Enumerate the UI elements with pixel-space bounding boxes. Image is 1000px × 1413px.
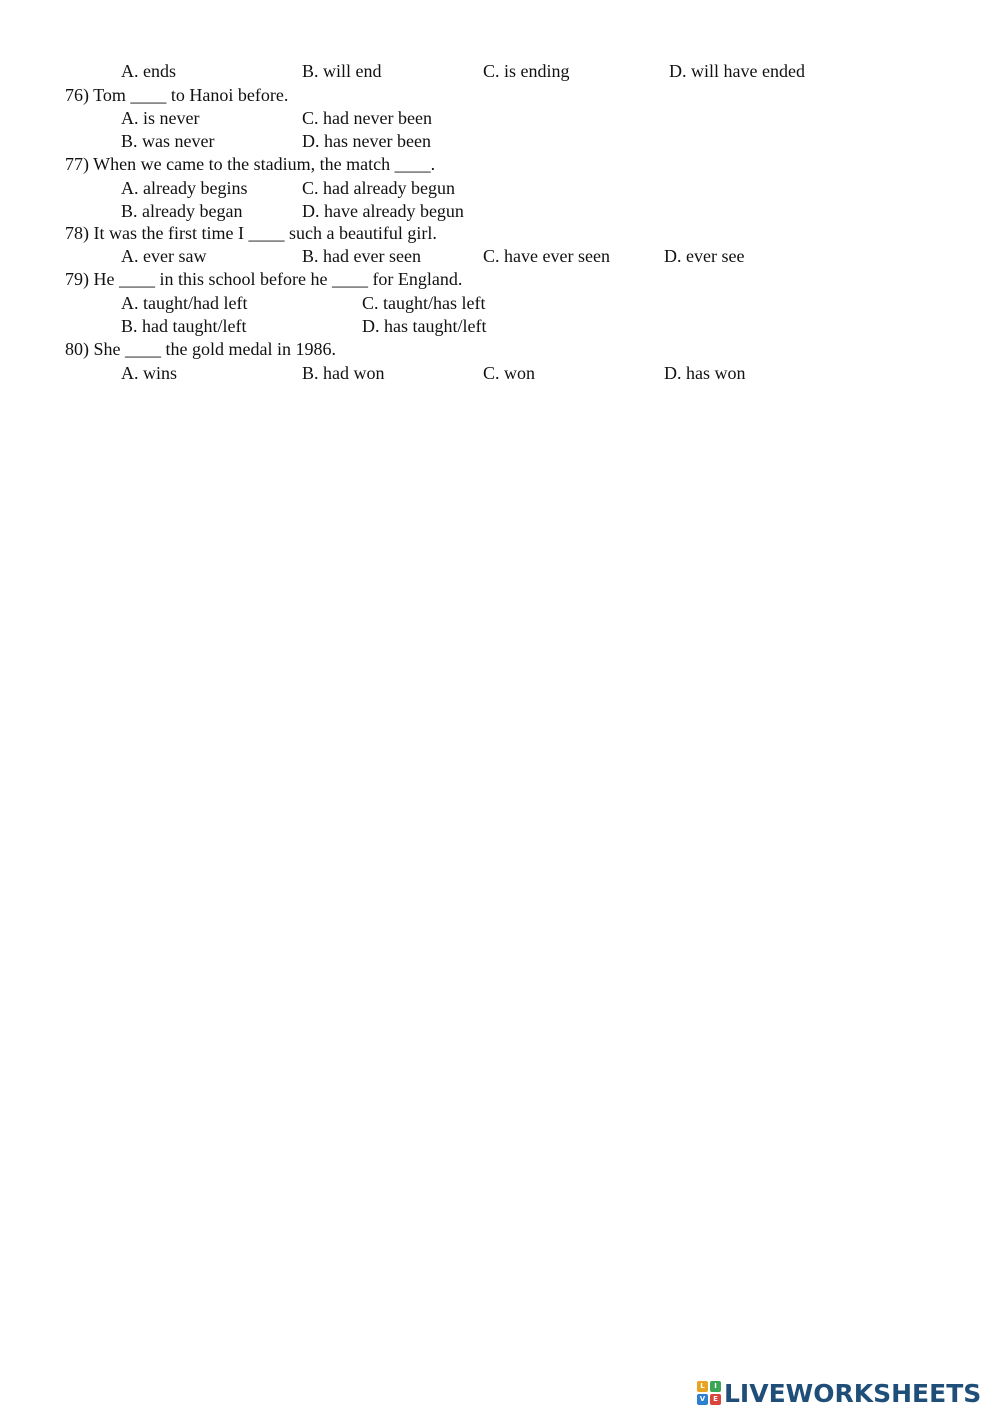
q79-option-d[interactable]: D. has taught/left (362, 316, 487, 336)
q76-stem: 76) Tom ____ to Hanoi before. (65, 85, 289, 105)
q78-option-a[interactable]: A. ever saw (121, 246, 207, 266)
q79-option-a[interactable]: A. taught/had left (121, 293, 248, 313)
q78-stem: 78) It was the first time I ____ such a beautiful girl. (65, 223, 437, 243)
q79-option-b[interactable]: B. had taught/left (121, 316, 247, 336)
q77-option-d[interactable]: D. have already begun (302, 201, 464, 221)
q80-stem-line (0, 338, 1000, 361)
q75-option-c[interactable]: C. is ending (483, 61, 570, 81)
q77-option-b[interactable]: B. already began (121, 201, 243, 221)
q80-options-row (0, 362, 1000, 385)
q76-options-row-2 (0, 130, 1000, 153)
q79-options-row-2 (0, 315, 1000, 338)
q78-option-c[interactable]: C. have ever seen (483, 246, 610, 266)
q79-stem-line (0, 268, 1000, 291)
q78-option-b[interactable]: B. had ever seen (302, 246, 421, 266)
q77-options-row-1 (0, 177, 1000, 200)
q79-option-c[interactable]: C. taught/has left (362, 293, 486, 313)
q75-options-row (0, 60, 1000, 83)
q75-option-b[interactable]: B. will end (302, 61, 382, 81)
q80-option-d[interactable]: D. has won (664, 363, 746, 383)
logo-tile-l: L (697, 1381, 708, 1392)
q77-option-c[interactable]: C. had already begun (302, 178, 455, 198)
q77-option-a[interactable]: A. already begins (121, 178, 248, 198)
q79-stem: 79) He ____ in this school before he ____ for England. (65, 269, 463, 289)
q75-option-a[interactable]: A. ends (121, 61, 176, 81)
q75-option-d[interactable]: D. will have ended (669, 61, 805, 81)
liveworksheets-branding (697, 1378, 997, 1410)
q78-stem-line (0, 222, 1000, 245)
q80-option-b[interactable]: B. had won (302, 363, 385, 383)
liveworksheets-wordmark: LIVEWORKSHEETS (724, 1379, 982, 1408)
q76-stem-line (0, 84, 1000, 107)
q77-stem-line (0, 153, 1000, 176)
logo-tile-v: V (697, 1394, 708, 1405)
q76-option-a[interactable]: A. is never (121, 108, 200, 128)
q78-option-d[interactable]: D. ever see (664, 246, 745, 266)
q80-option-c[interactable]: C. won (483, 363, 536, 383)
q80-option-a[interactable]: A. wins (121, 363, 178, 383)
q78-options-row (0, 245, 1000, 268)
q80-stem: 80) She ____ the gold medal in 1986. (65, 339, 336, 359)
liveworksheets-logo-icon (697, 1381, 721, 1405)
logo-tile-e: E (710, 1394, 721, 1405)
q76-option-b[interactable]: B. was never (121, 131, 215, 151)
q76-option-c[interactable]: C. had never been (302, 108, 432, 128)
q76-option-d[interactable]: D. has never been (302, 131, 431, 151)
q76-options-row-1 (0, 107, 1000, 130)
q77-stem: 77) When we came to the stadium, the match ____. (65, 154, 436, 174)
logo-tile-i: I (710, 1381, 721, 1392)
q79-options-row-1 (0, 292, 1000, 315)
q77-options-row-2 (0, 200, 1000, 223)
